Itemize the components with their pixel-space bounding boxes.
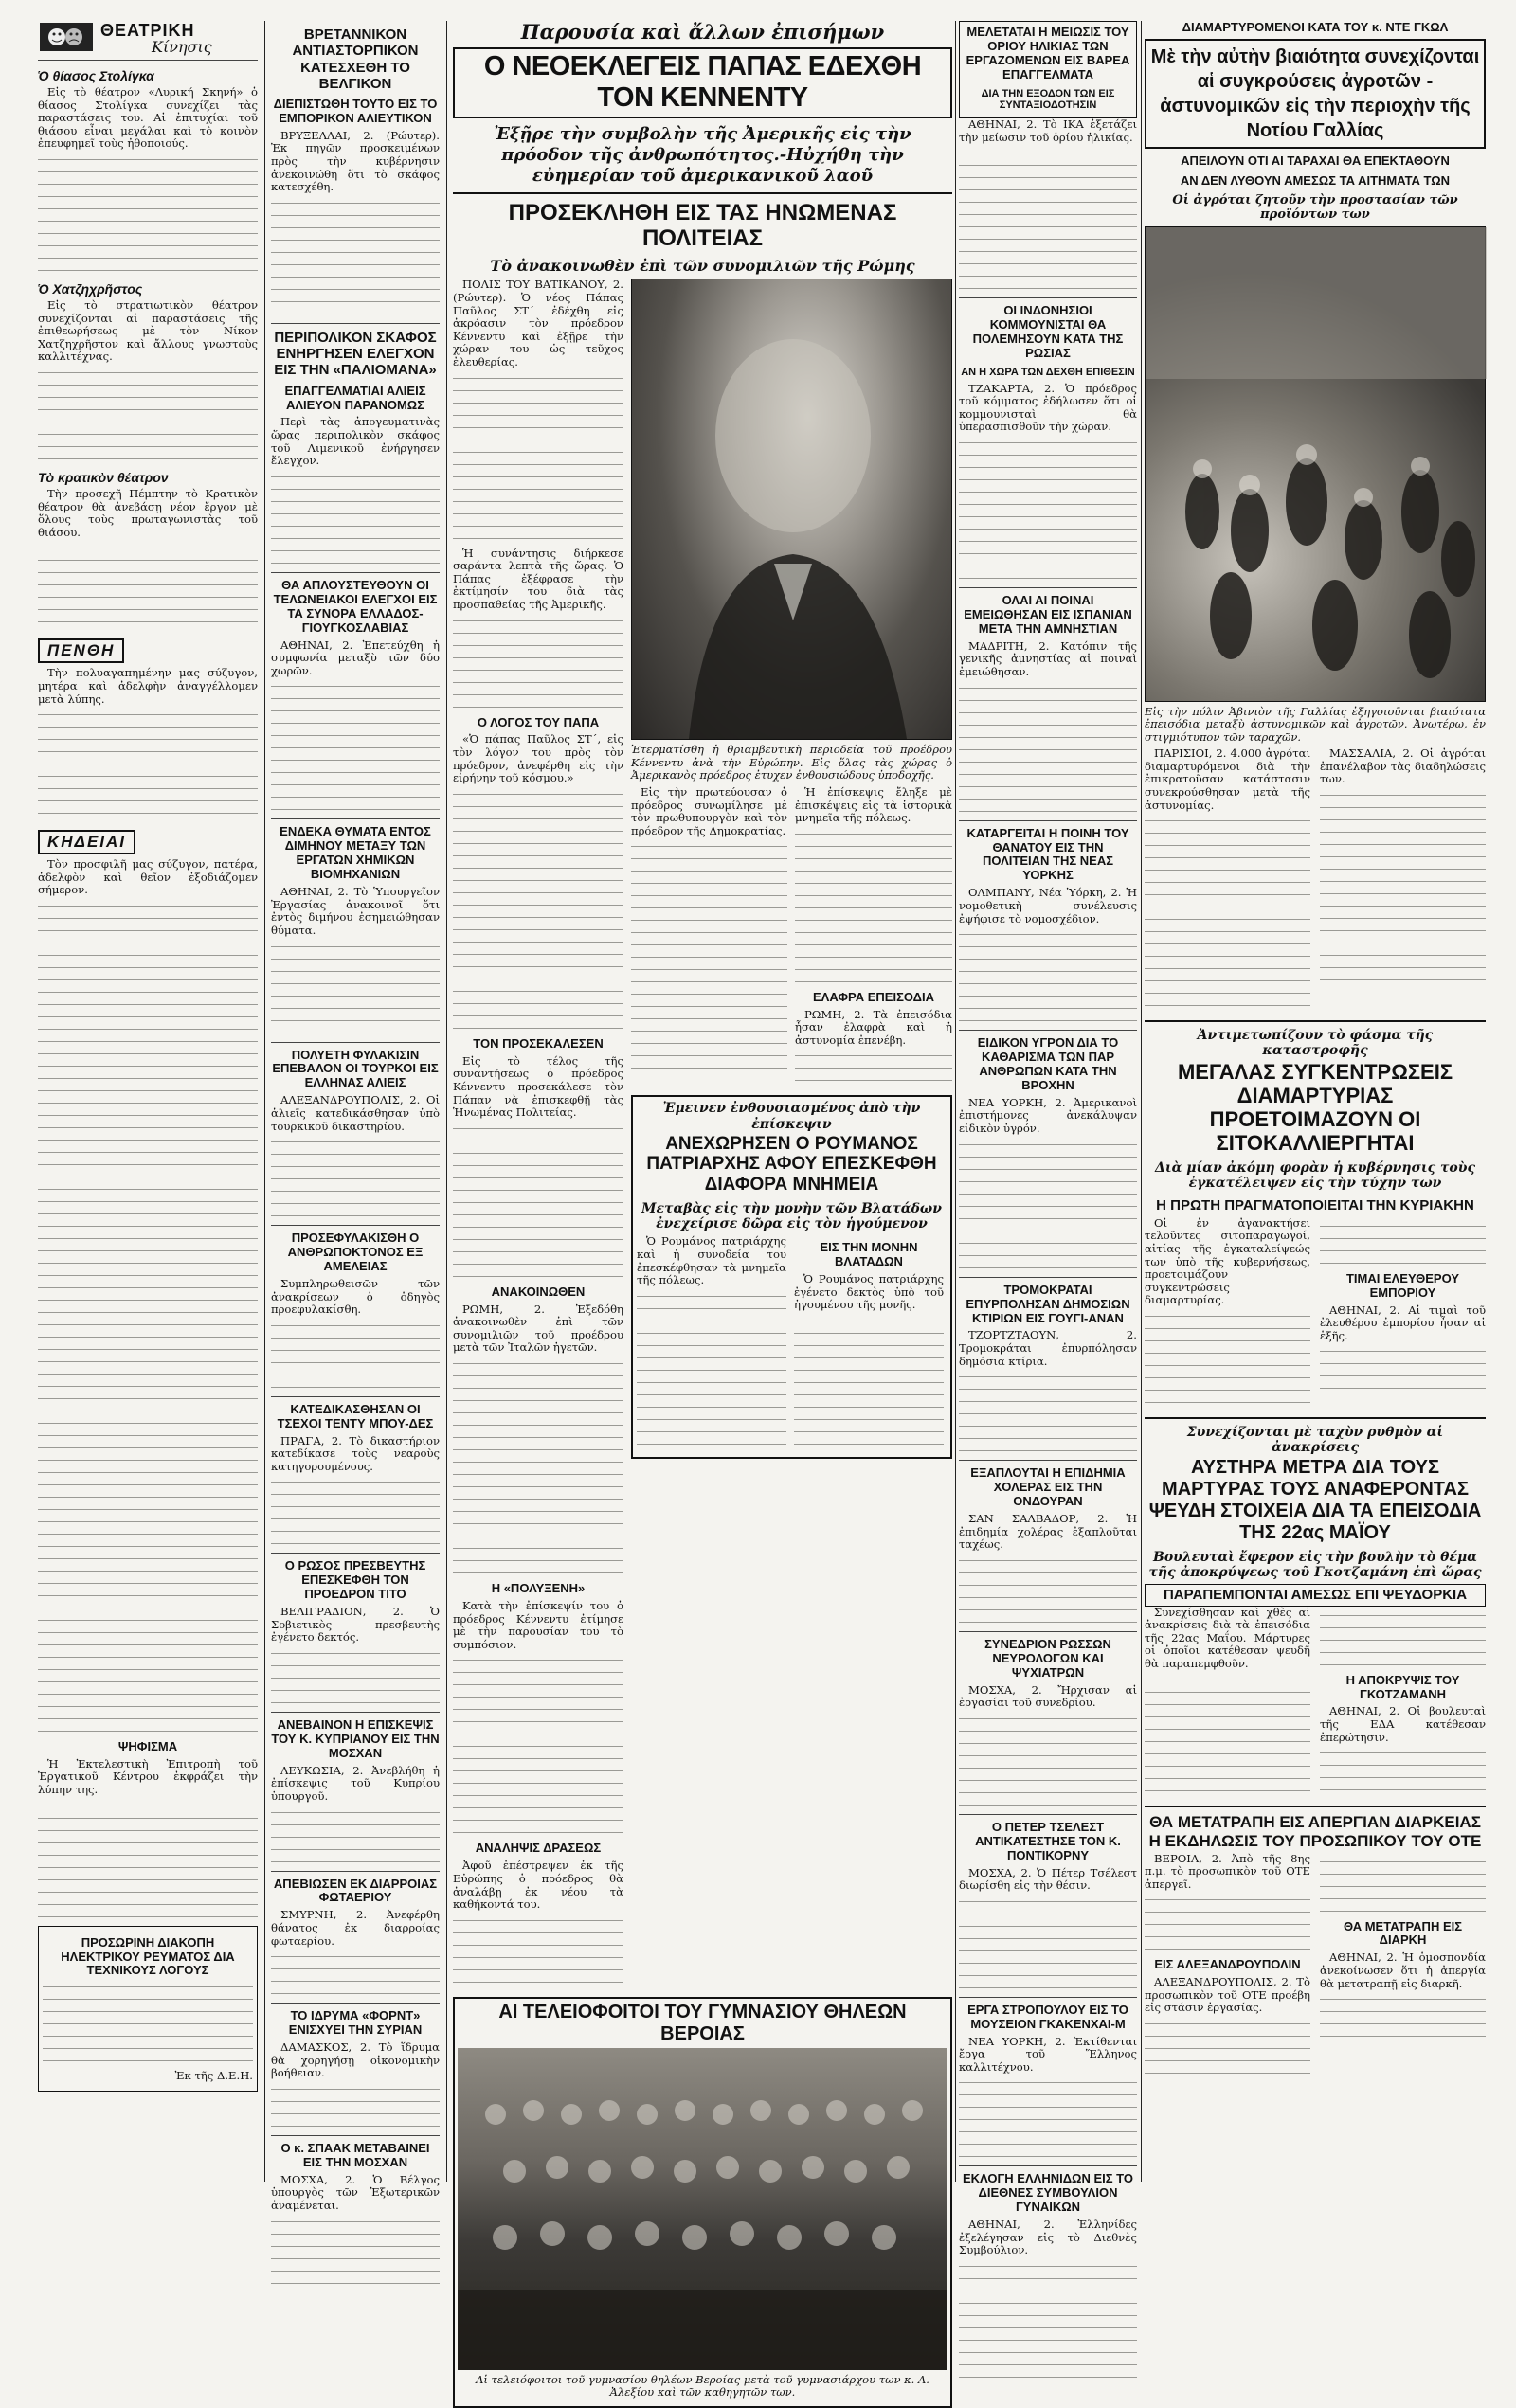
headline: ΕΞΑΠΛΟΥΤΑΙ Η ΕΠΙΔΗΜΙΑ ΧΟΛΕΡΑΣ ΕΙΣ ΤΗΝ ΟΝΔΟΥΡΑΝ bbox=[970, 1465, 1126, 1509]
graduates-photo bbox=[458, 2048, 948, 2370]
inquiry-subheadline-2: ΠΑΡΑΠΕΜΠΟΝΤΑΙ ΑΜΕΣΩΣ ΕΠΙ ΨΕΥΔΟΡΚΙΑ bbox=[1163, 1587, 1468, 1604]
column-rule bbox=[264, 21, 265, 2182]
article-text: «Ὁ πάπας Παῦλος ΣΤ΄, εἰς τὸν λόγον του πρὸς τὸν πρόεδρον, ἀνεφέρθη εἰς τὴν εἰρήνην τοῦ κόσμου.» bbox=[453, 732, 623, 785]
france-headline: Μὲ τὴν αὐτὴν βιαιότητα συνεχίζονται αἱ συγκρούσεις ἀγροτῶν - ἀστυνομικῶν εἰς τὴν περιοχὴν τῆς Νοτίου Γαλλίας bbox=[1150, 45, 1480, 141]
column-france-and-local bbox=[1145, 21, 1486, 2182]
main-headline: Ο ΝΕΟΕΚΛΕΓΕΙΣ ΠΑΠΑΣ ΕΔΕΧΘΗ ΤΟΝ ΚΕΝΝΕΝΤΥ bbox=[483, 51, 922, 114]
subheadline: ΔΙΕΠΙΣΤΩΘΗ ΤΟΥΤΟ ΕΙΣ ΤΟ ΕΜΠΟΡΙΚΟΝ ΑΛΙΕΥΤΙΚΟΝ bbox=[273, 97, 438, 125]
subheadline: ΑΝ Η ΧΩΡΑ ΤΩΝ ΔΕΧΘΗ ΕΠΙΘΕΣΙΝ bbox=[961, 366, 1135, 378]
headline: ΕΚΛΟΓΗ ΕΛΛΗΝΙΔΩΝ ΕΙΣ ΤΟ ΔΙΕΘΝΕΣ ΣΥΜΒΟΥΛΙΟΝ ΓΥΝΑΙΚΩΝ bbox=[963, 2171, 1133, 2215]
subheadline: ΔΙΑ ΤΗΝ ΕΞΟΔΟΝ ΤΩΝ ΕΙΣ ΣΥΝΤΑΞΙΟΔΟΤΗΣΙΝ bbox=[981, 87, 1115, 112]
kicker: ΔΙΑΜΑΡΤΥΡΟΜΕΝΟΙ ΚΑΤΑ ΤΟΥ κ. ΝΤΕ ΓΚΩΛ bbox=[1182, 20, 1449, 34]
section-heading: ΘΑ ΜΕΤΑΤΡΑΠΗ ΕΙΣ ΔΙΑΡΚΗ bbox=[1343, 1918, 1463, 1948]
article-text: ΤΖΟΡΤΖΤΑΟΥΝ, 2. Τρομοκράται ἐπυρπόλησαν δημόσια κτίρια. bbox=[959, 1328, 1137, 1368]
graduates-caption: Αἱ τελειόφοιτοι τοῦ γυμνασίου θηλέων Βεροίας μετὰ τοῦ γυμνασιάρχου των κ. Α. Ἀλεξίου καὶ τῶν καθηγητῶν των. bbox=[476, 2372, 929, 2399]
section-heading: ΤΟΝ ΠΡΟΣΕΚΑΛΕΣΕΝ bbox=[473, 1035, 604, 1051]
article-text: ΜΟΣΧΑ, 2. Ὁ Πέτερ Τσέλεστ διωρίσθη εἰς τὴν θέσιν. bbox=[959, 1865, 1137, 1893]
section-heading: ΕΛΑΦΡΑ ΕΠΕΙΣΟΔΙΑ bbox=[812, 989, 934, 1004]
perjury-box bbox=[1145, 1584, 1486, 1606]
headline: ΟΛΑΙ ΑΙ ΠΟΙΝΑΙ ΕΜΕΙΩΘΗΣΑΝ ΕΙΣ ΙΣΠΑΝΙΑΝ ΜΕΤΑ ΤΗΝ ΑΜΝΗΣΤΙΑΝ bbox=[964, 592, 1132, 636]
article-text: ΟΛΜΠΑΝΥ, Νέα Ὑόρκη, 2. Ἡ νομοθετικὴ συνέλευσις ἐψήφισε τὸ νομοσχέδιον. bbox=[959, 886, 1137, 925]
section-heading: ΕΙΣ ΑΛΕΞΑΝΔΡΟΥΠΟΛΙΝ bbox=[1154, 1957, 1301, 1972]
column-main-story bbox=[453, 20, 952, 2399]
headline-box bbox=[959, 21, 1137, 118]
logo-subtitle: Κίνησις bbox=[152, 38, 212, 56]
resolution-title: ΨΗΦΙΣΜΑ bbox=[117, 1738, 178, 1753]
headline: ΚΑΤΑΡΓΕΙΤΑΙ Η ΠΟΙΝΗ ΤΟΥ ΘΑΝΑΤΟΥ ΕΙΣ ΤΗΝ ΠΟΛΙΤΕΙΑΝ ΤΗΣ ΝΕΑΣ ΥΟΡΚΗΣ bbox=[966, 825, 1129, 883]
main-subheadline: Ἐξῇρε τὴν συμβολὴν τῆς Ἀμερικῆς εἰς τὴν πρόοδον τῆς ἀνθρωπότητος.-Ηὐχήθη τὴν εὐημερίαν τοῦ ἀμερικανικοῦ λαοῦ bbox=[494, 123, 911, 186]
patriarch-kicker: Ἐμεινεν ἐνθουσιασμένος ἀπὸ τὴν ἐπίσκεψιν bbox=[662, 1101, 921, 1132]
patriarch-box bbox=[631, 1095, 952, 1459]
inquiry-headline: ΑΥΣΤΗΡΑ ΜΕΤΡΑ ΔΙΑ ΤΟΥΣ ΜΑΡΤΥΡΑΣ ΤΟΥΣ ΑΝΑΦΕΡΟΝΤΑΣ ΨΕΥΔΗ ΣΤΟΙΧΕΙΑ ΔΙΑ ΤΑ ΕΠΕΙΣΟΔΙΑ ΤΗΣ 22ας ΜΑΪΟΥ bbox=[1148, 1457, 1482, 1544]
article-text: Ὁ Ρουμάνος πατριάρχης καὶ ἡ συνοδεία του ἐπεσκέφθησαν τὰ μνημεῖα τῆς πόλεως. bbox=[637, 1234, 786, 1287]
headline: ΠΟΛΥΕΤΗ ΦΥΛΑΚΙΣΙΝ ΕΠΕΒΑΛΟΝ ΟΙ ΤΟΥΡΚΟΙ ΕΙΣ ΕΛΛΗΝΑΣ ΑΛΙΕΙΣ bbox=[272, 1047, 439, 1090]
headline: ΤΟ ΙΔΡΥΜΑ «ΦΟΡΝΤ» ΕΝΙΣΧΥΕΙ ΤΗΝ ΣΥΡΙΑΝ bbox=[288, 2008, 423, 2038]
power-outage-box bbox=[38, 1926, 258, 2092]
riot-photo-caption: Εἰς τὴν πόλιν Ἀβινιὸν τῆς Γαλλίας ἐξηγοιοῦνται βιαιότατα ἐπεισόδια μεταξὺ ἀστυνομικῶν καὶ ἀγροτῶν. Ἀνωτέρω, ἐν στιγμιότυπον τῶν ταραχῶν. bbox=[1145, 704, 1486, 744]
article-text: Εἰς τὴν πρωτεύουσαν ὁ πρόεδρος συνωμίλησε μὲ τὸν πρωθυπουργὸν καὶ τὸν πρόεδρον τῆς Δημοκρατίας. bbox=[631, 784, 787, 837]
headline: ΕΡΓΑ ΣΤΡΟΠΟΥΛΟΥ ΕΙΣ ΤΟ ΜΟΥΣΕΙΟΝ ΓΚΑΚΕΝΧΑΙ-Μ bbox=[967, 2002, 1128, 2031]
article-text: ΜΑΔΡΙΤΗ, 2. Κατόπιν τῆς γενικῆς ἀμνηστίας αἱ ποιναὶ ἐμειώθησαν. bbox=[959, 638, 1137, 678]
article-text: Συνεχίσθησαν καὶ χθὲς αἱ ἀνακρίσεις διὰ τὰ ἐπεισόδια τῆς 22ας Μαΐου. Μάρτυρες οἱ ὁποῖοι κατέθεσαν ψευδῆ θὰ παραπεμφθοῦν. bbox=[1145, 1605, 1310, 1670]
article-text: Εἰς τὸ στρατιωτικὸν θέατρον συνεχίζονται αἱ παραστάσεις τῆς ἐπιθεωρήσεως μὲ τὸν Νίκον Χατζηχρῆστον καὶ ἄλλους γνωστοὺς καλλιτέχνας. bbox=[38, 297, 258, 364]
power-outage-title: ΠΡΟΣΩΡΙΝΗ ΔΙΑΚΟΠΗ ΗΛΕΚΤΡΙΚΟΥ ΡΕΥΜΑΤΟΣ ΔΙΑ ΤΕΧΝΙΚΟΥΣ ΛΟΓΟΥΣ bbox=[61, 1934, 235, 1978]
article-text: ΡΩΜΗ, 2. Τὰ ἐπεισόδια ἦσαν ἐλαφρὰ καὶ ἡ ἀστυνομία ἐπενέβη. bbox=[795, 1007, 952, 1047]
secondary-subheadline: Τὸ ἀνακοινωθὲν ἐπὶ τῶν συνομιλιῶν τῆς Ρώμης bbox=[490, 257, 915, 276]
group-photo-icon bbox=[458, 2048, 948, 2370]
main-story-left-column bbox=[453, 279, 623, 1990]
headline: ΟΙ ΙΝΔΟΝΗΣΙΟΙ ΚΟΜΜΟΥΝΙΣΤΑΙ ΘΑ ΠΟΛΕΜΗΣΟΥΝ ΚΑΤΑ ΤΗΣ ΡΩΣΙΑΣ bbox=[972, 303, 1124, 361]
article-text: Ὁ Ρουμάνος πατριάρχης ἐγένετο δεκτὸς ὑπὸ τοῦ ἡγουμένου τῆς μονῆς. bbox=[794, 1272, 944, 1312]
main-story-body bbox=[453, 279, 952, 1990]
section-title: Ὁ Χατζηχρῆστος bbox=[38, 280, 143, 297]
lead-paragraph: ΠΟΛΙΣ ΤΟΥ ΒΑΤΙΚΑΝΟΥ, 2. (Ρώυτερ). Ὁ νέος Πάπας Παῦλος ΣΤ΄ ἐδέχθη εἰς ἀκρόασιν τὸν πρόεδρον Κέννεντυ καὶ ἐξῇρε τὴν χώραν του ὡς τεῦχος ἐλευθερίας. bbox=[453, 278, 623, 368]
article-text: ΜΟΣΧΑ, 2. Ἤρχισαν αἱ ἐργασίαι τοῦ συνεδρίου. bbox=[959, 1682, 1137, 1710]
article-text: ΑΘΗΝΑΙ, 2. Ἡ ὁμοσπονδία ἀνεκοίνωσεν ὅτι ἡ ἀπεργία θὰ μετατραπῇ εἰς διαρκῆ. bbox=[1320, 1950, 1486, 1990]
patriarch-subheadline: Μεταβὰς εἰς τὴν μονὴν τῶν Βλατάδων ἐνεχείρισε δῶρα εἰς τὸν ἡγούμενον bbox=[641, 1201, 942, 1232]
article-text: ΔΑΜΑΣΚΟΣ, 2. Τὸ ἵδρυμα θὰ χορηγήσῃ οἰκονομικὴν βοήθειαν. bbox=[271, 2040, 440, 2080]
article-text: ΜΑΣΣΑΛΙΑ, 2. Οἱ ἀγρόται ἐπανέλαβον τὰς διαδηλώσεις των. bbox=[1320, 746, 1486, 786]
section-heading: ΑΝΑΛΗΨΙΣ ΔΡΑΣΕΩΣ bbox=[475, 1841, 602, 1856]
france-subhead-3: Οἱ ἀγρόται ζητοῦν τὴν προστασίαν τῶν προϊόντων των bbox=[1172, 192, 1458, 222]
kennedy-photo bbox=[631, 279, 952, 740]
headline: ΠΡΟΣΕΦΥΛΑΚΙΣΘΗ Ο ΑΝΘΡΩΠΟΚΤΟΝΟΣ ΕΞ ΑΜΕΛΕΙΑΣ bbox=[287, 1231, 424, 1273]
headline: Ο ΡΩΣΟΣ ΠΡΕΣΒΕΥΤΗΣ ΕΠΕΣΚΕΦΘΗ ΤΟΝ ΠΡΟΕΔΡΟΝ ΤΙΤΟ bbox=[284, 1558, 426, 1602]
wheat-subheadline: Διὰ μίαν ἀκόμη φορὰν ἡ κυβέρνησις τοὺς ἐγκατέλειψεν εἰς τὴν τύχην των bbox=[1154, 1160, 1475, 1192]
article-text: ΡΩΜΗ, 2. Ἐξεδόθη ἀνακοινωθὲν ἐπὶ τῶν συνομιλιῶν τοῦ προέδρου μετὰ τῶν Ἰταλῶν ἡγετῶν. bbox=[453, 1302, 623, 1355]
headline: ΠΕΡΙΠΟΛΙΚΟΝ ΣΚΑΦΟΣ ΕΝΗΡΓΗΣΕΝ ΕΛΕΓΧΟΝ ΕΙΣ ΤΗΝ «ΠΑΛΙΟΜΑΝΑ» bbox=[274, 329, 437, 379]
resolution-text: Ἡ Ἐκτελεστικὴ Ἐπιτροπὴ τοῦ Ἐργατικοῦ Κέντρου ἐκφράζει τὴν λύπην της. bbox=[38, 1756, 258, 1796]
column-briefs-right bbox=[959, 21, 1137, 2257]
article-text: Ἡ συνάντησις διήρκεσε σαράντα λεπτὰ τῆς ὥρας. Ὁ Πάπας ἐξέφρασε τὴν ἐκτίμησίν του διὰ τὰς προσπαθείας τῆς Ἀμερικῆς. bbox=[453, 546, 623, 611]
top-kicker: Παρουσία καὶ ἄλλων ἐπισήμων bbox=[520, 20, 885, 44]
theatre-masks-icon bbox=[38, 21, 95, 53]
photo-caption: Ἐτερματίσθη ἡ θριαμβευτικὴ περιοδεία τοῦ προέδρου Κέννεντυ ἀνὰ τὴν Εὐρώπην. Εἰς ὅλας τὰς χώρας ὁ Ἀμερικανὸς πρόεδρος ἐτυχεν ἐνθουσιώδους ὑποδοχῆς. bbox=[631, 743, 952, 782]
section-heading: Η «ΠΟΛΥΞΕΝΗ» bbox=[491, 1581, 586, 1596]
article-text: Κατὰ τὴν ἐπίσκεψίν του ὁ πρόεδρος Κέννεντυ ἐτίμησε μὲ τὴν παρουσίαν του τὸ συμπόσιον. bbox=[453, 1599, 623, 1651]
article-text: ΠΑΡΙΣΙΟΙ, 2. 4.000 ἀγρόται διαμαρτυρόμενοι διὰ τὴν ἐπικρατοῦσαν κατάστασιν συνεκρούσθησαν μετὰ τῆς ἀστυνομίας. bbox=[1145, 746, 1310, 812]
article-text: ΑΘΗΝΑΙ, 2. Ἑλληνίδες ἐξελέγησαν εἰς τὸ Διεθνὲς Συμβούλιον. bbox=[959, 2218, 1137, 2257]
column-rule bbox=[446, 21, 447, 2182]
headline: ΣΥΝΕΔΡΙΟΝ ΡΩΣΣΩΝ ΝΕΥΡΟΛΟΓΩΝ ΚΑΙ ΨΥΧΙΑΤΡΩΝ bbox=[984, 1636, 1111, 1680]
article-text: ΑΘΗΝΑΙ, 2. Τὸ ΙΚΑ ἐξετάζει τὴν μείωσιν τοῦ ὁρίου ἡλικίας. bbox=[959, 117, 1137, 144]
article-text: ΑΛΕΞΑΝΔΡΟΥΠΟΛΙΣ, 2. Οἱ ἁλιεῖς κατεδικάσθησαν ὑπὸ τουρκικοῦ δικαστηρίου. bbox=[271, 1093, 440, 1133]
headline: ΘΑ ΑΠΛΟΥΣΤΕΥΘΟΥΝ ΟΙ ΤΕΛΩΝΕΙΑΚΟΙ ΕΛΕΓΧΟΙ ΕΙΣ ΤΑ ΣΥΝΟΡΑ ΕΛΛΑΔΟΣ-ΓΙΟΥΓΚΟΣΛΑΒΙΑΣ bbox=[273, 577, 438, 635]
article-text: Οἱ ἐν ἀγανακτήσει τελοῦντες σιτοπαραγωγοί, αἰτίας τῆς ἐγκαταλείψεώς των ὑπὸ τῆς κυβερνήσεως, προετοιμάζουν συγκεντρώσεις διαμαρτυρίας. bbox=[1145, 1215, 1310, 1307]
article-text: ΑΘΗΝΑΙ, 2. Οἱ βουλευταὶ τῆς ΕΔΑ κατέθεσαν ἐπερώτησιν. bbox=[1320, 1704, 1486, 1744]
article-text: ΣΑΝ ΣΑΛΒΑΔΟΡ, 2. Ἡ ἐπιδημία χολέρας ἐξαπλοῦται ταχέως. bbox=[959, 1512, 1137, 1552]
article-text: Τὴν προσεχῆ Πέμπτην τὸ Κρατικὸν θέατρον θὰ ἀνεβάσῃ νέον ἔργον μὲ ὅλους τοὺς πρωταγωνιστὰς τοῦ θιάσου. bbox=[38, 486, 258, 539]
article-text: Ἡ ἐπίσκεψις ἔληξε μὲ ἐπισκέψεις εἰς τὰ ἱστορικὰ μνημεῖα τῆς πόλεως. bbox=[795, 784, 952, 825]
section-title: Ὁ θίασος Στολίγκα bbox=[38, 68, 154, 83]
column-rule bbox=[1141, 21, 1142, 2182]
headline: ΕΝΔΕΚΑ ΘΥΜΑΤΑ ΕΝΤΟΣ ΔΙΜΗΝΟΥ ΜΕΤΑΞΥ ΤΩΝ ΕΡΓΑΤΩΝ ΧΗΜΙΚΩΝ ΒΙΟΜΗΧΑΝΙΩΝ bbox=[280, 824, 431, 882]
riot-photo bbox=[1145, 226, 1486, 702]
article-text: Ἀφοῦ ἐπέστρεψεν ἐκ τῆς Εὐρώπης ὁ πρόεδρος θὰ ἀναλάβῃ ἐκ νέου τὰ καθήκοντά του. bbox=[453, 1859, 623, 1912]
main-story-right-column bbox=[631, 279, 952, 1990]
headline: Ο ΠΕΤΕΡ ΤΣΕΛΕΣΤ ΑΝΤΙΚΑΤΕΣΤΗΣΕ ΤΟΝ Κ. ΠΟΝΤΙΚΟΡΝΥ bbox=[975, 1819, 1121, 1862]
section-title: Τὸ κρατικὸν θέατρον bbox=[38, 469, 169, 485]
article-text: ΛΕΥΚΩΣΙΑ, 2. Ἀνεβλήθη ἡ ἐπίσκεψις τοῦ Κυπρίου ὑπουργοῦ. bbox=[271, 1763, 440, 1803]
headline: ΒΡΕΤΑΝΝΙΚΟΝ ΑΝΤΙΑΣΤΟΡΠΙΚΟΝ ΚΑΤΕΣΧΕΘΗ ΤΟ ΒΕΛΓΙΚΟΝ bbox=[292, 27, 419, 92]
power-outage-signature: Ἐκ τῆς Δ.Ε.Η. bbox=[174, 2069, 253, 2083]
wheat-subheadline-2: Η ΠΡΩΤΗ ΠΡΑΓΜΑΤΟΠΟΙΕΙΤΑΙ ΤΗΝ ΚΥΡΙΑΚΗΝ bbox=[1156, 1196, 1474, 1213]
article-text: ΝΕΑ ΥΟΡΚΗ, 2. Ἐκτίθενται ἔργα τοῦ Ἕλληνος καλλιτέχνου. bbox=[959, 2034, 1137, 2074]
ote-headline: ΘΑ ΜΕΤΑΤΡΑΠΗ ΕΙΣ ΑΠΕΡΓΙΑΝ ΔΙΑΡΚΕΙΑΣ Η ΕΚΔΗΛΩΣΙΣ ΤΟΥ ΠΡΟΣΩΠΙΚΟΥ ΤΟΥ ΟΤΕ bbox=[1148, 1812, 1482, 1850]
article-text: ΤΖΑΚΑΡΤΑ, 2. Ὁ πρόεδρος τοῦ κόμματος ἐδήλωσεν ὅτι οἱ κομμουνισταὶ θὰ ὑπερασπισθοῦν τὴν χώραν. bbox=[959, 381, 1137, 434]
main-headline-box bbox=[453, 47, 952, 118]
france-subhead-1: ΑΠΕΙΛΟΥΝ ΟΤΙ ΑΙ ΤΑΡΑΧΑΙ ΘΑ ΕΠΕΚΤΑΘΟΥΝ bbox=[1181, 153, 1450, 168]
funeral-text: Τὸν προσφιλῆ μας σύζυγον, πατέρα, ἀδελφὸν καὶ θεῖον ἐξοδιάζομεν σήμερον. bbox=[38, 857, 258, 897]
inquiry-kicker: Συνεχίζονται μὲ ταχὺν ρυθμὸν αἱ ἀνακρίσεις bbox=[1186, 1424, 1444, 1456]
column-rule bbox=[955, 21, 956, 2182]
france-headline-box bbox=[1145, 39, 1486, 149]
secondary-headline: ΠΡΟΣΕΚΛΗΘΗ ΕΙΣ ΤΑΣ ΗΝΩΜΕΝΑΣ ΠΟΛΙΤΕΙΑΣ bbox=[508, 199, 897, 252]
inquiry-subheadline: Βουλευταὶ ἔφερον εἰς τὴν βουλὴν τὸ θέμα τῆς ἀποκρύψεως τοῦ Γκοτζαμάνη ἐπὶ ὥρας bbox=[1148, 1550, 1482, 1581]
article-text: ΠΡΑΓΑ, 2. Τὸ δικαστήριον κατεδίκασε τοὺς νεαροὺς κατηγορουμένους. bbox=[271, 1433, 440, 1473]
theatre-logo bbox=[38, 21, 256, 55]
column-theatre-obituaries bbox=[38, 21, 258, 2182]
graduates-box bbox=[453, 1997, 952, 2408]
headline: ΜΕΛΕΤΑΤΑΙ Η ΜΕΙΩΣΙΣ ΤΟΥ ΟΡΙΟΥ ΗΛΙΚΙΑΣ ΤΩΝ ΕΡΓΑΖΟΜΕΝΩΝ ΕΙΣ ΒΑΡΕΑ ΕΠΑΓΓΕΛΜΑΤΑ bbox=[966, 25, 1130, 81]
article-text: Εἰς τὸ θέατρον «Λυρική Σκηνή» ὁ θίασος Στολίγκα συνεχίζει τὰς παραστάσεις του. Αἱ ἐπιτυχίαι τοῦ θιάσου εἶναι μεγάλαι καὶ τὸ κοινὸν ἐπευφημεῖ τοὺς ἠθοποιούς. bbox=[38, 85, 258, 151]
section-heading: ΕΙΣ ΤΗΝ ΜΟΝΗΝ ΒΛΑΤΑΔΩΝ bbox=[820, 1240, 918, 1269]
france-subhead-2: ΑΝ ΔΕΝ ΛΥΘΟΥΝ ΑΜΕΣΩΣ ΤΑ ΑΙΤΗΜΑΤΑ ΤΩΝ bbox=[1180, 172, 1451, 188]
article-text: Συμπληρωθεισῶν τῶν ἀνακρίσεων ὁ ὁδηγὸς προεφυλακίσθη. bbox=[271, 1276, 440, 1317]
article-text: ΑΛΕΞΑΝΔΡΟΥΠΟΛΙΣ, 2. Τὸ προσωπικὸν τοῦ ΟΤΕ προέβη εἰς στάσιν ἐργασίας. bbox=[1145, 1975, 1310, 2015]
article-text: ΒΕΛΙΓΡΑΔΙΟΝ, 2. Ὁ Σοβιετικὸς πρεσβευτὴς ἐγένετο δεκτός. bbox=[271, 1605, 440, 1644]
section-heading: ΑΝΑΚΟΙΝΩΘΕΝ bbox=[491, 1284, 586, 1299]
section-heading: ΤΙΜΑΙ ΕΛΕΥΘΕΡΟΥ ΕΜΠΟΡΙΟΥ bbox=[1345, 1270, 1460, 1300]
article-text: ΒΡΥΞΕΛΛΑΙ, 2. (Ρώυτερ). Ἐκ πηγῶν προσκειμένων πρὸς τὴν κυβέρνησιν ἀνεκοινώθη ὅτι τὸ σκάφος κατεσχέθη. bbox=[271, 128, 440, 194]
article-text: ΑΘΗΝΑΙ, 2. Ἐπετεύχθη ἡ συμφωνία μεταξὺ τῶν δύο χωρῶν. bbox=[271, 638, 440, 677]
article-text: ΜΟΣΧΑ, 2. Ὁ Βέλγος ὑπουργὸς τῶν Ἐξωτερικῶν ἀναμένεται. bbox=[271, 2172, 440, 2212]
logo-title: ΘΕΑΤΡΙΚΗ bbox=[100, 21, 195, 40]
column-briefs-left bbox=[271, 21, 440, 2212]
graduates-headline: ΑΙ ΤΕΛΕΙΟΦΟΙΤΟΙ ΤΟΥ ΓΥΜΝΑΣΙΟΥ ΘΗΛΕΩΝ ΒΕΡΟΙΑΣ bbox=[498, 2001, 907, 2044]
article-text: ΝΕΑ ΥΟΡΚΗ, 2. Ἀμερικανοὶ ἐπιστήμονες ἀνεκάλυψαν εἰδικὸν ὑγρόν. bbox=[959, 1095, 1137, 1136]
obituaries-label: ΠΕΝΘΗ bbox=[38, 638, 124, 663]
article-text: ΑΘΗΝΑΙ, 2. Αἱ τιμαὶ τοῦ ἐλευθέρου ἐμπορίου ἦσαν αἱ ἑξῆς. bbox=[1320, 1303, 1486, 1342]
section-heading: Ο ΛΟΓΟΣ ΤΟΥ ΠΑΠΑ bbox=[477, 714, 600, 729]
headline: ΑΝΕΒΑΙΝΟΝ Η ΕΠΙΣΚΕΨΙΣ ΤΟΥ Κ. ΚΥΠΡΙΑΝΟΥ ΕΙΣ ΤΗΝ ΜΟΣΧΑΝ bbox=[271, 1716, 440, 1760]
crowd-scene-icon bbox=[1146, 227, 1487, 701]
article-text: ΑΘΗΝΑΙ, 2. Τὸ Ὑπουργεῖον Ἐργασίας ἀνακοινοῖ ὅτι ἐντὸς διμήνου ἐσημειώθησαν θύματα. bbox=[271, 885, 440, 937]
article-text: ΣΜΥΡΝΗ, 2. Ἀνεφέρθη θάνατος ἐκ διαρροίας φωταερίου. bbox=[271, 1908, 440, 1948]
headline: ΤΡΟΜΟΚΡΑΤΑΙ ΕΠΥΡΠΟΛΗΣΑΝ ΔΗΜΟΣΙΩΝ ΚΤΙΡΙΩΝ ΕΙΣ ΓΟΥΓΙ-ΑΝΑΝ bbox=[966, 1282, 1130, 1325]
article-text: Περὶ τὰς ἀπογευματινὰς ὥρας περιπολικὸν σκάφος τοῦ Λιμενικοῦ ἐνήργησεν ἔλεγχον. bbox=[271, 415, 440, 468]
wheat-headline: ΜΕΓΑΛΑΣ ΣΥΓΚΕΝΤΡΩΣΕΙΣ ΔΙΑΜΑΡΤΥΡΙΑΣ ΠΡΟΕΤΟΙΜΑΖΟΥΝ ΟΙ ΣΙΤΟΚΑΛΛΙΕΡΓΗΤΑΙ bbox=[1177, 1060, 1453, 1156]
section-heading: Η ΑΠΟΚΡΥΨΙΣ ΤΟΥ ΓΚΟΤΖΑΜΑΝΗ bbox=[1345, 1672, 1460, 1701]
headline: ΚΑΤΕΔΙΚΑΣΘΗΣΑΝ ΟΙ ΤΣΕΧΟΙ ΤΕΝΤΥ ΜΠΟΥ-ΔΕΣ bbox=[277, 1401, 434, 1430]
subheadline: ΕΠΑΓΓΕΛΜΑΤΙΑΙ ΑΛΙΕΙΣ ΑΛΙΕΥΟΝ ΠΑΡΑΝΟΜΩΣ bbox=[284, 383, 426, 412]
article-text: Εἰς τὸ τέλος τῆς συναντήσεως ὁ πρόεδρος Κέννεντυ προσεκάλεσε τὸν Πάπαν νὰ ἐπισκεφθῇ τὰς Ἡνωμένας Πολιτείας. bbox=[453, 1053, 623, 1120]
article-text: ΒΕΡΟΙΑ, 2. Ἀπὸ τῆς 8ης π.μ. τὸ προσωπικὸν τοῦ ΟΤΕ ἀπεργεῖ. bbox=[1145, 1851, 1310, 1891]
wheat-kicker: Ἀντιμετωπίζουν τὸ φάσμα τῆς καταστροφῆς bbox=[1197, 1028, 1434, 1059]
headline: ΑΠΕΒΙΩΣΕΝ ΕΚ ΔΙΑΡΡΟΙΑΣ ΦΩΤΑΕΡΙΟΥ bbox=[273, 1876, 438, 1905]
portrait-silhouette-icon bbox=[632, 279, 953, 739]
funerals-label: ΚΗΔΕΙΑΙ bbox=[38, 830, 135, 854]
headline: ΕΙΔΙΚΟΝ ΥΓΡΟΝ ΔΙΑ ΤΟ ΚΑΘΑΡΙΣΜΑ ΤΩΝ ΠΑΡ ΑΝΘΡΩΠΩΝ ΚΑΤΑ ΤΗΝ ΒΡΟΧΗΝ bbox=[977, 1035, 1119, 1092]
obituary-text: Τὴν πολυαγαπημένην μας σύζυγον, μητέρα καὶ ἀδελφὴν ἀναγγέλλομεν μετὰ λύπης. bbox=[38, 666, 258, 706]
headline: Ο κ. ΣΠΑΑΚ ΜΕΤΑΒΑΙΝΕΙ ΕΙΣ ΤΗΝ ΜΟΣΧΑΝ bbox=[280, 2140, 430, 2169]
patriarch-headline: ΑΝΕΧΩΡΗΣΕΝ Ο ΡΟΥΜΑΝΟΣ ΠΑΤΡΙΑΡΧΗΣ ΑΦΟΥ ΕΠΕΣΚΕΦΘΗ ΔΙΑΦΟΡΑ ΜΝΗΜΕΙΑ bbox=[646, 1133, 937, 1195]
